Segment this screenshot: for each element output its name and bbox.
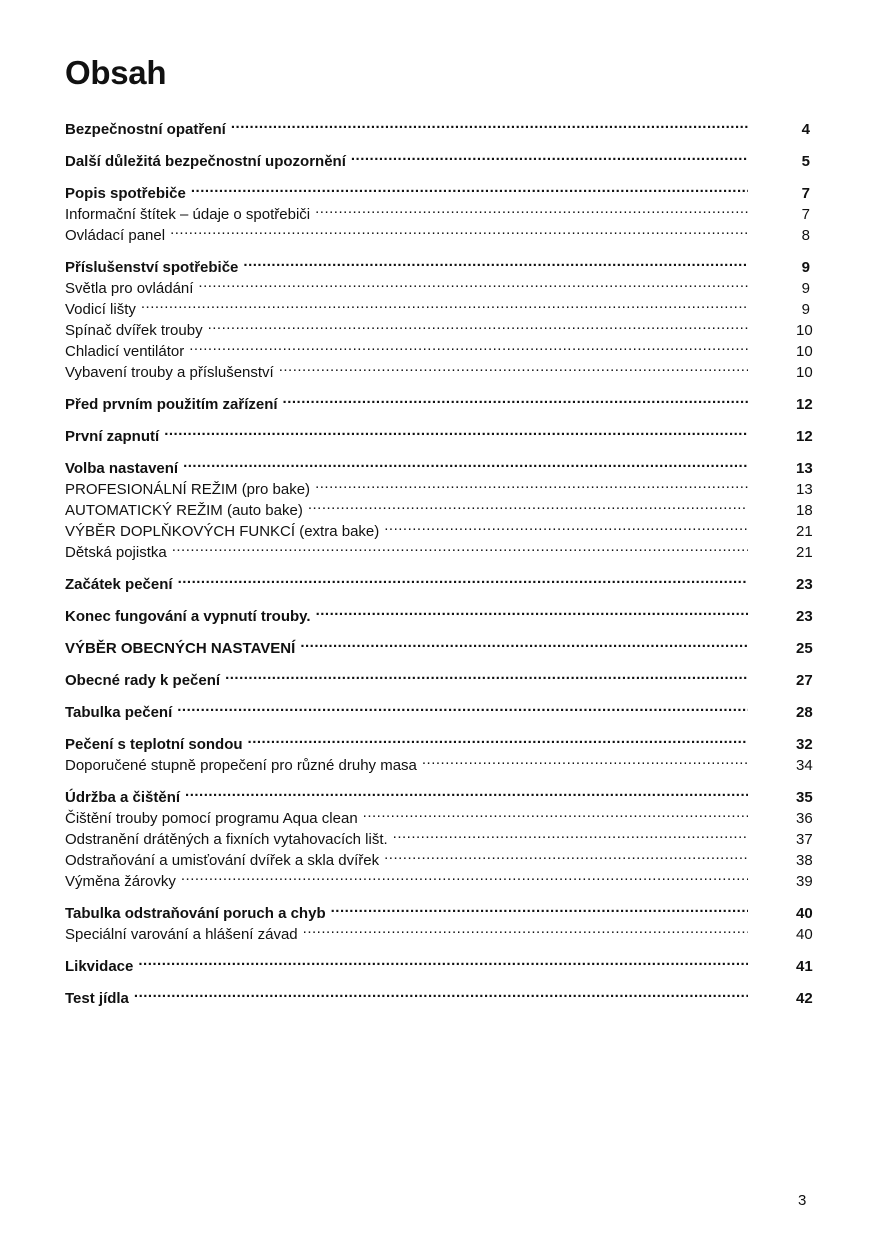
toc-chapter-entry[interactable] [65, 781, 813, 806]
toc-chapter-entry[interactable] [65, 145, 810, 170]
toc-chapter-entry[interactable] [65, 388, 813, 413]
toc-entry-title: Odstraňování a umisťování dvířek a skla dvířek [65, 852, 380, 869]
dot-leader [393, 823, 748, 844]
toc-entry-page: 12 [796, 428, 813, 445]
toc-entry-page: 10 [796, 322, 813, 339]
toc-entry-title: Dětská pojistka [65, 544, 167, 561]
toc-entry-page: 10 [796, 364, 813, 381]
toc-group [65, 632, 813, 657]
dot-leader [279, 356, 748, 377]
toc-entry-title: Tabulka pečení [65, 704, 173, 721]
dot-leader [316, 600, 748, 621]
toc-entry-page: 12 [796, 396, 813, 413]
toc-entry-title: Informační štítek – údaje o spotřebiči [65, 206, 311, 223]
toc-entry-page: 32 [796, 736, 813, 753]
toc-subsection-entry[interactable] [65, 293, 810, 318]
toc-entry-page: 8 [801, 227, 810, 244]
dot-leader [189, 335, 748, 356]
dot-leader [225, 664, 748, 685]
toc-entry-page: 38 [796, 852, 813, 869]
toc-entry-title: Další důležitá bezpečnostní upozornění [65, 153, 346, 170]
toc-entry-title: VÝBĚR DOPLŇKOVÝCH FUNKCÍ (extra bake) [65, 523, 380, 540]
toc-entry-page: 25 [796, 640, 813, 657]
page-title: Obsah [65, 54, 167, 91]
toc-subsection-entry[interactable] [65, 314, 813, 339]
toc-entry-page: 9 [801, 259, 810, 276]
dot-leader [164, 420, 748, 441]
toc-entry-page: 39 [796, 873, 813, 890]
toc-subsection-entry[interactable] [65, 219, 810, 244]
toc-entry-page: 37 [796, 831, 813, 848]
dot-leader [191, 177, 748, 198]
toc-entry-title: Čištění trouby pomocí programu Aqua clean [65, 810, 358, 827]
toc-entry-title: Vodicí lišty [65, 301, 136, 318]
toc-entry-title: Likvidace [65, 958, 134, 975]
toc-chapter-entry[interactable] [65, 177, 810, 202]
toc-entry-page: 18 [796, 502, 813, 519]
toc-group [65, 950, 813, 975]
toc-entry-title: Konec fungování a vypnutí trouby. [65, 608, 311, 625]
toc-group [65, 145, 810, 170]
dot-leader [363, 802, 748, 823]
toc-entry-title: Bezpečnostní opatření [65, 121, 226, 138]
toc-entry-page: 28 [796, 704, 813, 721]
toc-entry-page: 34 [796, 757, 813, 774]
toc-chapter-entry[interactable] [65, 664, 813, 689]
toc-entry-title: Tabulka odstraňování poruch a chyb [65, 905, 326, 922]
toc-entry-page: 10 [796, 343, 813, 360]
toc-group [65, 600, 813, 625]
table-of-contents [65, 113, 813, 1014]
dot-leader [181, 865, 748, 886]
toc-entry-page: 9 [801, 301, 810, 318]
toc-entry-title: Světla pro ovládání [65, 280, 194, 297]
toc-entry-page: 41 [796, 958, 813, 975]
dot-leader [315, 473, 748, 494]
dot-leader [134, 982, 748, 1003]
dot-leader [138, 950, 748, 971]
toc-entry-page: 13 [796, 481, 813, 498]
toc-entry-title: Příslušenství spotřebiče [65, 259, 239, 276]
toc-chapter-entry[interactable] [65, 950, 813, 975]
toc-group [65, 251, 813, 381]
toc-entry-title: Ovládací panel [65, 227, 166, 244]
toc-entry-page: 42 [796, 990, 813, 1007]
toc-entry-page: 36 [796, 810, 813, 827]
toc-group [65, 781, 813, 890]
toc-entry-page: 7 [801, 185, 810, 202]
toc-chapter-entry[interactable] [65, 632, 813, 657]
dot-leader [183, 452, 748, 473]
toc-group [65, 897, 813, 943]
dot-leader [141, 293, 748, 314]
toc-entry-page: 35 [796, 789, 813, 806]
toc-group [65, 728, 813, 774]
toc-chapter-entry[interactable] [65, 982, 813, 1007]
toc-group [65, 664, 813, 689]
toc-entry-title: Spínač dvířek trouby [65, 322, 203, 339]
toc-group [65, 982, 813, 1007]
toc-entry-page: 21 [796, 544, 813, 561]
toc-entry-title: Obecné rady k pečení [65, 672, 221, 689]
toc-group [65, 177, 810, 244]
toc-entry-title: První zapnutí [65, 428, 160, 445]
dot-leader [198, 272, 748, 293]
toc-entry-page: 9 [801, 280, 810, 297]
toc-chapter-entry[interactable] [65, 600, 813, 625]
dot-leader [177, 696, 748, 717]
toc-entry-title: Odstranění drátěných a fixních vytahovacích lišt. [65, 831, 388, 848]
toc-entry-title: Volba nastavení [65, 460, 179, 477]
toc-group [65, 420, 813, 445]
dot-leader [208, 314, 748, 335]
toc-entry-page: 40 [796, 905, 813, 922]
toc-entry-page: 7 [801, 206, 810, 223]
toc-chapter-entry[interactable] [65, 696, 813, 721]
dot-leader [243, 251, 748, 272]
toc-entry-page: 23 [796, 576, 813, 593]
toc-chapter-entry[interactable] [65, 113, 810, 138]
page-number: 3 [798, 1192, 807, 1209]
dot-leader [283, 388, 748, 409]
toc-entry-title: Test jídla [65, 990, 129, 1007]
toc-chapter-entry[interactable] [65, 897, 813, 922]
toc-chapter-entry[interactable] [65, 420, 813, 445]
toc-entry-title: AUTOMATICKÝ REŽIM (auto bake) [65, 502, 303, 519]
toc-group [65, 388, 813, 413]
toc-chapter-entry[interactable] [65, 251, 810, 276]
dot-leader [231, 113, 748, 134]
toc-entry-page: 4 [801, 121, 810, 138]
dot-leader [172, 536, 748, 557]
toc-group [65, 452, 813, 561]
toc-entry-page: 23 [796, 608, 813, 625]
dot-leader [422, 749, 748, 770]
toc-entry-title: PROFESIONÁLNÍ REŽIM (pro bake) [65, 481, 311, 498]
toc-entry-title: Pečení s teplotní sondou [65, 736, 243, 753]
toc-entry-title: Chladicí ventilátor [65, 343, 185, 360]
dot-leader [384, 844, 748, 865]
dot-leader [248, 728, 748, 749]
dot-leader [178, 568, 748, 589]
toc-chapter-entry[interactable] [65, 728, 813, 753]
toc-entry-page: 13 [796, 460, 813, 477]
toc-entry-title: Speciální varování a hlášení závad [65, 926, 298, 943]
toc-entry-title: Doporučené stupně propečení pro různé druhy masa [65, 757, 417, 774]
toc-chapter-entry[interactable] [65, 568, 813, 593]
dot-leader [384, 515, 748, 536]
toc-entry-title: Údržba a čištění [65, 789, 181, 806]
dot-leader [308, 494, 748, 515]
toc-entry-page: 27 [796, 672, 813, 689]
toc-entry-title: Výměna žárovky [65, 873, 176, 890]
toc-entry-title: Vybavení trouby a příslušenství [65, 364, 274, 381]
toc-group [65, 696, 813, 721]
toc-entry-page: 40 [796, 926, 813, 943]
dot-leader [351, 145, 748, 166]
dot-leader [300, 632, 748, 653]
toc-entry-title: VÝBĚR OBECNÝCH NASTAVENÍ [65, 640, 296, 657]
dot-leader [315, 198, 748, 219]
dot-leader [303, 918, 748, 939]
toc-entry-page: 5 [801, 153, 810, 170]
toc-entry-title: Začátek pečení [65, 576, 173, 593]
toc-entry-page: 21 [796, 523, 813, 540]
toc-group [65, 113, 810, 138]
toc-group [65, 568, 813, 593]
toc-chapter-entry[interactable] [65, 452, 813, 477]
dot-leader [331, 897, 748, 918]
dot-leader [170, 219, 748, 240]
toc-subsection-entry[interactable] [65, 536, 813, 561]
toc-entry-title: Před prvním použitím zařízení [65, 396, 278, 413]
toc-entry-title: Popis spotřebiče [65, 185, 186, 202]
dot-leader [185, 781, 748, 802]
